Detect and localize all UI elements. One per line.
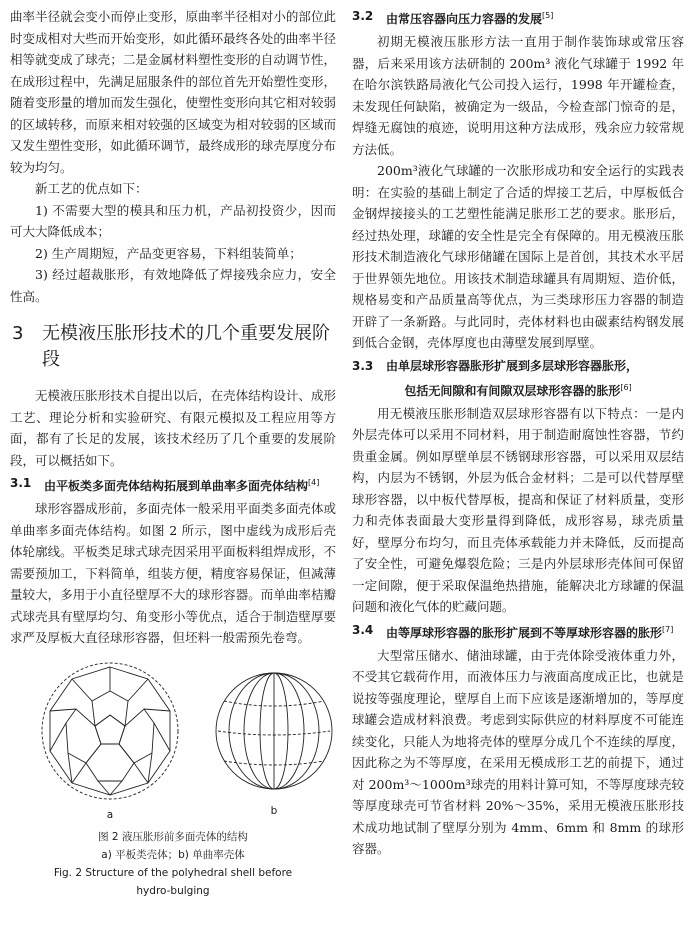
subsection-title: 由常压容器向压力容器的发展[5] [386,11,554,26]
section-3-paragraph: 无模液压胀形技术自提出以后，在壳体结构设计、成形工艺、理论分析和实验研究、有限元模拟及工程应用等方面，都有了长足的发展，该技术经历了几个重要的发展阶段，可以概括如下。 [10,388,336,468]
advantage-item-1: 1) 不需要大型的模具和压力机，产品初投资少，因而可大大降低成本； [10,202,336,239]
subsection-3-1-heading [10,473,336,496]
subsection-number: 3.4 [352,622,374,637]
subsection-title: 由平板类多面壳体结构拓展到单曲率多面壳体结构[4] [44,478,320,493]
subsection-title-continued: 包括无间隙和有间隙双层球形容器的胀形 [404,383,621,398]
figure-caption-en-2: hydro-bulging [136,884,210,897]
subsection-3-2-paragraph-1: 初期无模液压胀形方法一直用于制作装饰球或常压容器，后来采用该方法研制的 200m³ 液化气球罐于 1992 年在哈尔滨铁路局液化气公司投入运行，1998 年开罐检查，未发现任何缺陷，被确定为一级品，今检查部门惊奇的是，焊缝无腐蚀的痕迹，说明用这种方法成形，残余应力较常规方法低。 [352,34,684,157]
figure-caption-en-1: Fig. 2 Structure of the polyhedral shell before [53,866,293,879]
figure-2 [10,653,336,903]
subsection-3-2-heading [352,6,684,29]
advantage-item-2: 2) 生产周期短，产品变更容易，下料组装简单； [35,245,302,261]
subsection-3-3-heading-line-2 [352,378,684,401]
section-3-heading [10,321,336,373]
advantages-lead: 新工艺的优点如下： [35,181,148,196]
single-curvature-shell-diagram [216,673,332,789]
right-column [352,6,684,860]
reference-mark: [5] [542,11,554,20]
section-number: 3 [12,323,24,344]
subsection-3-2-paragraph-2: 200m³液化气球罐的一次胀形成功和安全运行的实践表明：在实验的基础上制定了合适的焊接工艺后，中厚板低合金钢焊接接头的工艺塑性能满足胀形工艺的要求。胀形后，经过热处理，球罐的安全性是完全有保障的。用无模液压胀形技术制造液化气球形储罐在国际上是首创，其技术水平居于世界领先地位。用该技术制造球罐具有周期短、造价低，规格易变和产品质量高等优点，为三类球形压力容器的制造开辟了一条新路。与此同时，壳体材料也由碳素结构钢发展到低合金钢，壳体厚度也由薄壁发展到厚壁。 [352,163,684,350]
figure-label-b: b [270,804,278,817]
subsection-number: 3.1 [10,476,32,490]
subsection-3-4-paragraph: 大型常压储水、储油球罐，由于壳体除受液体重力外，不受其它载荷作用，而液体压力与液面高度成正比，也就是说按等强度理论，壁厚自上而下应该是逐渐增加的，等厚度球罐会造成材料浪费。考虑到实际供应的材料厚度不可能连续变化，只能人为地将壳体的壁厚分成几个不连续的厚度，因此称之为不等厚度，在采用无模成形工艺的前提下，通过对 200m³～1000m³球壳的用料计算可知，不等厚度球壳较等厚度球壳可节省材料 20%～35%，采用无模液压胀形技术成功地试制了壁厚分别为 4mm、6mm 和 8mm 的球形容器。 [352,647,684,856]
reference-mark: [6] [620,382,632,392]
figure-2-drawing [10,653,336,823]
intro-paragraph: 曲率半径就会变小而停止变形，原曲率半径相对小的部位此时变成相对大些而开始变形，如此循环最终各处的曲率半径相等就变成了球壳；二是金属材料塑性变形的自动调节性，在成形过程中，先满足屈服条件的部位首先开始塑性变形，随着变形量的增加而发生强化，使塑性变形向其它相对较弱的区域转移，而原来相对较强的区域变为相对较弱的区域而又发生塑性变形，如此循环调节，最终成形的球壳厚度分布较为均匀。 [10,9,336,175]
figure-label-a: a [106,808,114,821]
figure-subcaption-cn: a) 平板类壳体；b) 单曲率壳体 [101,848,245,861]
subsection-3-3-heading [352,356,684,376]
subsection-number: 3.2 [352,9,374,23]
advantage-item-3: 3) 经过超裁胀形，有效地降低了焊接残余应力，安全性高。 [10,267,336,304]
subsection-number: 3.3 [352,358,374,373]
flat-plate-shell-diagram [42,663,178,799]
subsection-3-4-heading [352,620,684,643]
subsection-title: 由等厚球形容器的胀形扩展到不等厚球形容器的胀形[7] [386,624,674,640]
left-column [10,6,336,903]
reference-mark: [7] [662,624,674,634]
reference-mark: [4] [308,478,320,487]
figure-caption-cn: 图 2 液压胀形前多面壳体的结构 [98,830,248,843]
subsection-3-1-paragraph: 球形容器成形前，多面壳体一般采用平面类多面壳体或单曲率多面壳体结构。如图 2 所示，图中虚线为成形后壳体轮廓线。平板类足球式球壳因采用平面板料组焊成形，不需要预加工，下料简单，组装方便，精度容易保证，但减薄量较大，多用于小直径壁厚不大的球形容器。而单曲率桔瓣式球壳具有壁厚均匀、角变形小等优点，适合于制造壁厚要求严及厚板大直径球形容器，但坯料一般需预先卷弯。 [10,501,336,645]
subsection-3-3-paragraph: 用无模液压胀形制造双层球形容器有以下特点：一是内外层壳体可以采用不同材料，用于制造耐腐蚀性容器，节约贵重金属。例如厚壁单层不锈钢球形容器，可以采用双层结构，内层为不锈钢，外层为低合金材料；二是可以代替厚壁球形容器，以中板代替厚板，提高和保证了材料质量，变形力和壳体表面最大变形量得到降低，成形容易，球壳质量好，壁厚分布均匀，而且壳体承载能力并未降低，反而提高了安全性，可避免爆裂危险；三是内外层球形壳体间可保留一定间隙，便于采取保温绝热措施，能解决北方球罐的保温问题和液化气体的贮藏问题。 [352,405,684,614]
section-title: 无模液压胀形技术的几个重要发展阶段 [42,323,330,370]
subsection-title: 由单层球形容器胀形扩展到多层球形容器胀形， [386,358,639,373]
